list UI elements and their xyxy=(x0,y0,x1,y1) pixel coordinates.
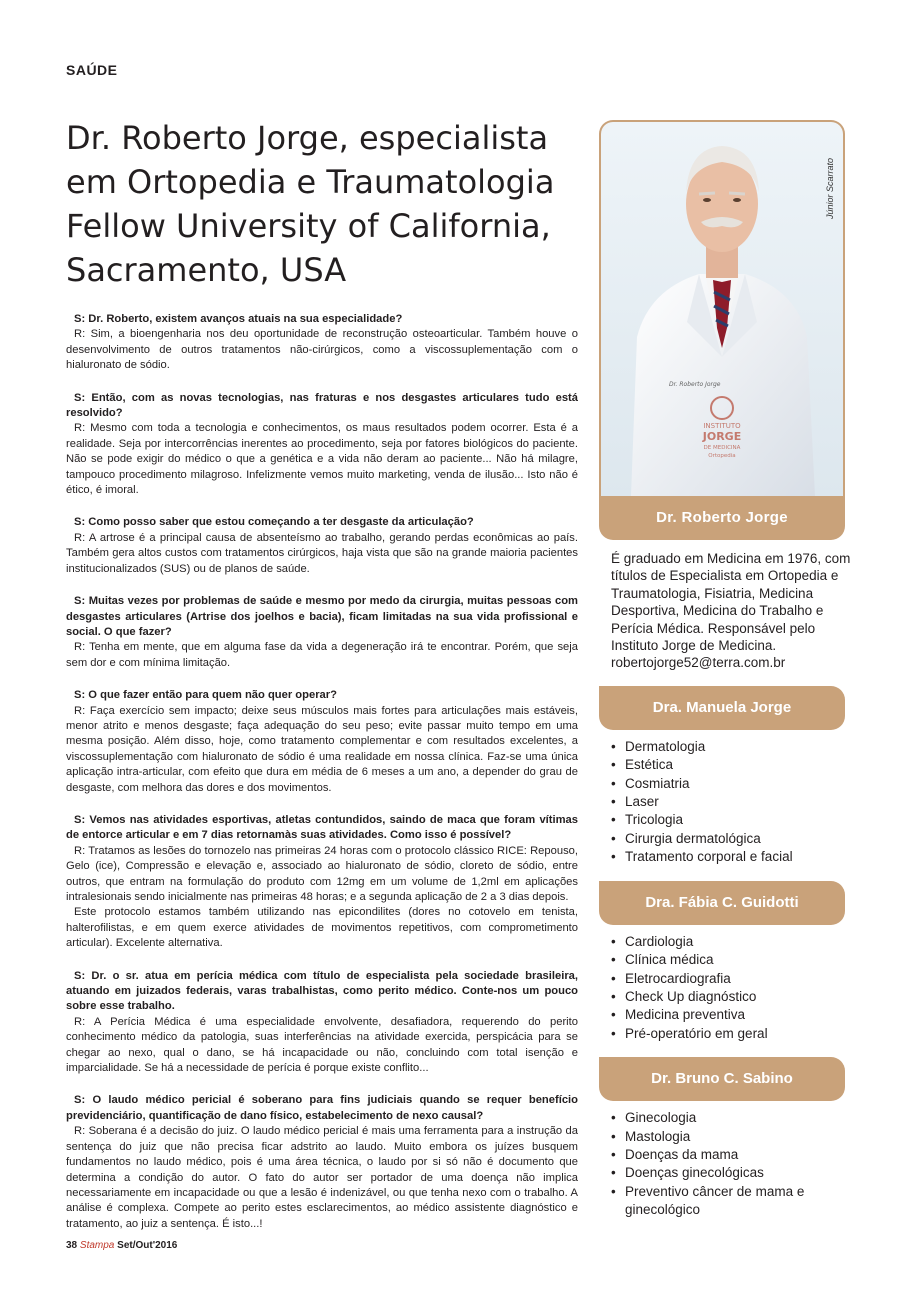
list-item: • Estética xyxy=(611,756,845,774)
list-item: • Laser xyxy=(611,793,845,811)
doctor-photo-card xyxy=(599,120,845,540)
question: S: Muitas vezes por problemas de saúde e mesmo por medo da cirurgia, muitas pessoas com desgastes articulares (Artrise dos joelhos e bacia), ficam limitadas na sua vida profissional e social. O que fazer? xyxy=(66,595,578,638)
answer: R: Sim, a bioengenharia nos deu oportunidade de reconstrução osteoarticular. Também houve o desenvolvimento de outros tratamentos não-cirúrgicos, como a viscossuplementação com o hialuronato de sódio. xyxy=(66,328,578,372)
qa-block xyxy=(66,312,578,374)
logo-text: INSTITUTO xyxy=(703,422,741,430)
issue-date: Set/Out'2016 xyxy=(117,1240,178,1251)
list-item: • Preventivo câncer de mama e ginecológico xyxy=(611,1183,845,1220)
doctor-header: Dr. Bruno C. Sabino xyxy=(599,1057,845,1101)
question: S: Dr. o sr. atua em perícia médica com título de especialista pela sociedade brasileira, atuando em juizados federais, varas trabalhistas, como perito médico. Conte-nos um pouco sobre esse trabalho. xyxy=(66,969,578,1013)
qa-block xyxy=(66,515,578,577)
qa-block xyxy=(66,391,578,499)
answer: R: Tenha em mente, que em alguma fase da vida a degeneração irá te encontrar. Porém, que seja sem dor e com mínima limitação. xyxy=(66,641,578,669)
question: S: Vemos nas atividades esportivas, atletas contundidos, saindo de maca que foram vítimas de entorce articular e em 7 dias retornamàs suas atividades. Como isso é possível? xyxy=(66,813,578,842)
qa-block xyxy=(66,969,578,1077)
list-item: • Cirurgia dermatológica xyxy=(611,830,845,848)
answer: R: Tratamos as lesões do tornozelo nas primeiras 24 horas com o protocolo clássico RICE: Repouso, Gelo (ice), Compressão e elevação e, associado ao hialuronato de sódio, cloreto de sódio, entre outros, que entram na formulação do produto com 12mg em um volume de 1,2ml em aplicações intralesionais sendo inicialmente nas primeiras 48 horas; e a segunda aplicação de 2 a 3 dias depois. xyxy=(66,844,578,903)
doctor-name-caption: Dr. Roberto Jorge xyxy=(656,509,788,526)
answer-continued: Este protocolo estamos também utilizando nas epicondilites (dores no cotovelo em tenista, halterofilistas, e em quem exerce atividades de movimentos repetitivos, com comprometimento articular). Excelente alternativa. xyxy=(66,906,578,950)
list-item: • Check Up diagnóstico xyxy=(611,988,845,1006)
question: S: Dr. Roberto, existem avanços atuais na sua especialidade? xyxy=(74,313,403,325)
list-item: • Ginecologia xyxy=(611,1109,845,1127)
page-footer xyxy=(66,1240,177,1251)
bio-text: É graduado em Medicina em 1976, com títulos de Especialista em Ortopedia e Traumatologia, Fisiatria, Medicina Desportiva, Medicina do Trabalho e Perícia Médica. Responsável pelo Instituto Jorge de Medicina. xyxy=(611,551,851,654)
logo-text: DE MEDICINA xyxy=(703,445,741,451)
specialty-list xyxy=(599,1109,845,1219)
list-item: • Cardiologia xyxy=(611,933,845,951)
magazine-brand: Stampa xyxy=(79,1240,115,1251)
answer: R: Faça exercício sem impacto; deixe seus músculos mais fortes para articulações mais estáveis, menor atrito e menos desgaste; faça adequação do seu peso; evite passar muito tempo em uma mesma posição. Além disso, hoje, como tratamento complementar e com resultados excelentes, a viscossuplementação com hialuronato de sódio é uma realidade em nossa clínica. Faz-se uma única aplicação intra-articular, com efeito que dura em média de 6 meses a um ano, a depender do grau de desgaste, com melhora das dores e dos movimentos. xyxy=(66,704,578,794)
answer: R: Mesmo com toda a tecnologia e conhecimentos, os maus resultados podem ocorrer. Esta é a realidade. Seja por intercorrências inerentes ao procedimento, seja por fatores biológicos do paciente. Não se pode exigir do médico o que a genética e a vida não deram ao paciente... Não há milagre, tampouco procedimento milagroso. Infelizmente vemos muito marketing, venda de ilusão... Isto não é ético, é imoral. xyxy=(66,422,578,497)
page-number: 38 xyxy=(66,1240,78,1251)
sidebar xyxy=(599,120,851,1220)
list-item: • Doenças ginecológicas xyxy=(611,1164,845,1182)
list-item: • Dermatologia xyxy=(611,738,845,756)
qa-block xyxy=(66,813,578,952)
logo-text: JORGE xyxy=(702,430,742,443)
article-body xyxy=(66,312,578,1249)
list-item: • Mastologia xyxy=(611,1128,845,1146)
list-item: • Eletrocardiografia xyxy=(611,970,845,988)
answer: R: Soberana é a decisão do juiz. O laudo médico pericial é mais uma ferramenta para a instrução da sentença do juiz que não precisa ficar adstrito ao laudo. Muito embora os juízes busquem fundamentos no laudo médico, pois é uma área técnica, o laudo por si só não é documento que determina a condição do autor. O fato do autor ser portador de uma doença não implica necessariamente em incapacidade ou que a lesão é indenizável, ou que tenha nexo com o trabalho. A análise é complexa. Compete ao perito estes esclarecimentos, ao médico assistente diagnóstico e tratamento, ao juiz a sentença. É isto...! xyxy=(66,1125,578,1230)
answer: R: A artrose é a principal causa de absenteísmo ao trabalho, gerando perdas econômicas ao país. Também gera altos custos com tratamentos cirúrgicos, haja vista que são na grande maioria pacientes institucionalizados (SUS) ou de planos de saúde. xyxy=(66,531,578,575)
list-item: • Pré-operatório em geral xyxy=(611,1025,845,1043)
specialty-list xyxy=(599,738,845,867)
photo-credit: Júnior Scarrato xyxy=(825,158,835,220)
email-link[interactable]: robertojorge52@terra.com.br xyxy=(611,655,786,671)
logo-text: Ortopedia xyxy=(708,453,736,459)
list-item: • Clínica médica xyxy=(611,951,845,969)
doctor-header: Dra. Fábia C. Guidotti xyxy=(599,881,845,925)
coat-name-text: Dr. Roberto Jorge xyxy=(669,381,721,388)
qa-block xyxy=(66,1093,578,1232)
page-title: Dr. Roberto Jorge, especialista em Ortopedia e Traumatologia Fellow University of California, Sacramento, USA xyxy=(66,119,555,289)
doctor-portrait-image xyxy=(601,122,843,496)
question: S: Como posso saber que estou começando a ter desgaste da articulação? xyxy=(74,516,474,529)
list-item: • Tricologia xyxy=(611,811,845,829)
doctor-bio xyxy=(611,550,851,672)
question: S: O que fazer então para quem não quer operar? xyxy=(74,689,337,702)
list-item: • Cosmiatria xyxy=(611,775,845,793)
list-item: • Tratamento corporal e facial xyxy=(611,848,845,866)
qa-block xyxy=(66,688,578,796)
list-item: • Medicina preventiva xyxy=(611,1006,845,1024)
specialty-list xyxy=(599,933,845,1043)
answer: R: A Perícia Médica é uma especialidade envolvente, desafiadora, requerendo do perito conhecimento médico da patologia, suas interferências na atividade exercida, perspicácia para se chegar ao nexo, qual o dano, se há incapacidade ou não, concluindo com total isenção e imparcialidade. Se há a necessidade de perícia é porque existe conflito... xyxy=(66,1015,578,1075)
qa-block xyxy=(66,594,578,671)
doctor-header: Dra. Manuela Jorge xyxy=(599,686,845,730)
list-item: • Doenças da mama xyxy=(611,1146,845,1164)
doctor-photo xyxy=(601,122,843,496)
question: S: Então, com as novas tecnologias, nas fraturas e nos desgastes articulares tudo está resolvido? xyxy=(66,391,578,420)
question: S: O laudo médico pericial é soberano para fins judiciais quando se requer benefício previdenciário, quantificação de dano físico, estabelecimento de nexo causal? xyxy=(66,1094,578,1122)
section-label: SAÚDE xyxy=(66,62,118,78)
